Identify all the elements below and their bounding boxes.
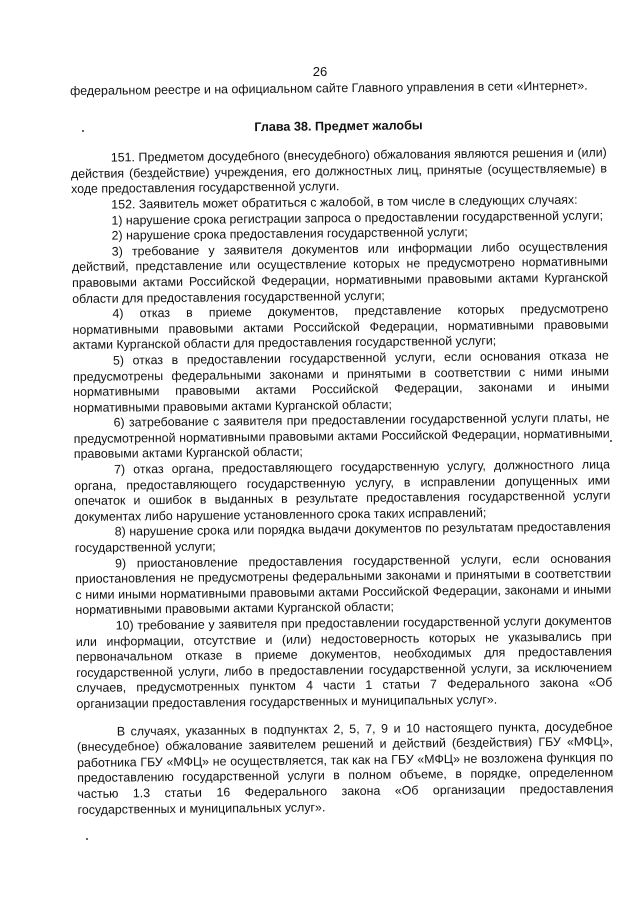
list-item-5: 5) отказ в предоставлении государственной услуги, если основания отказа не предусмотрены федеральными законами и принятыми в соответствии с ними иными нормативными правовыми актами Российской Федерации, законами и иными нормативными правовыми актами Курганской области; bbox=[72, 348, 610, 415]
scan-speck bbox=[610, 440, 612, 442]
scan-speck bbox=[86, 838, 88, 840]
list-item-6: 6) затребование с заявителя при предоставлении государственной услуги платы, не предусмотренной нормативными правовыми актами Российской Федерации, нормативными правовыми актами Курганской области; bbox=[73, 410, 610, 462]
chapter-title: Глава 38. Предмет жалобы bbox=[254, 117, 423, 134]
closing-paragraph: В случаях, указанных в подпунктах 2, 5, 7, 9 и 10 настоящего пункта, досудебное (внесудебное) обжалование заявителем решений и действий (бездействия) ГБУ «МФЦ», работника ГБУ «МФЦ» не осуществляется, так как на ГБУ «МФЦ» не возложена функция по предоставлению государственной услуги в полном объеме, в порядке, определенном частью 1.3 статьи 16 Федерального закона «Об организации предоставления государственных и муниципальных услуг». bbox=[76, 718, 614, 817]
list-item-4: 4) отказ в приеме документов, представление которых предусмотрено нормативными правовыми актами Российской Федерации, нормативными правовыми актами Курганской области для предоставления государственной услуги; bbox=[72, 301, 609, 353]
list-item-9: 9) приостановление предоставления государственной услуги, если основания приостановления не предусмотрены федеральными законами и принятыми в соответствии с ними иными нормативными правовыми актами Российской Федерации, законами и иными нормативными правовыми актами Курганской области; bbox=[75, 550, 612, 618]
paragraph-151: 151. Предметом досудебного (внесудебного) обжалования являются решения и (или) действия (бездействие) учреждения, его должностных лиц, принятые (осуществляемые) в ходе предоставления государственной услуги. bbox=[70, 145, 607, 197]
list-item-8: 8) нарушение срока или порядка выдачи документов по результатам предоставления государственной услуги; bbox=[74, 519, 611, 556]
page-number: 26 bbox=[312, 64, 328, 79]
scan-speck bbox=[82, 130, 84, 132]
list-item-3: 3) требование у заявителя документов или информации либо осуществления действий, представление или осуществление которых не предусмотрено нормативными правовыми актами Российской Федерации, нормативными правовыми актами Курганской области для предоставления государственной услуги; bbox=[71, 239, 609, 306]
list-item-2: 2) нарушение срока предоставления государственной услуги; bbox=[111, 224, 468, 243]
list-item-7: 7) отказ органа, предоставляющего государственную услугу, должностного лица органа, предоставляющего государственную услугу, в исправлении допущенных ими опечаток и ошибок в выданных в результате предоставления государственной услуги документах либо нарушение установленного срока таких исправлений; bbox=[74, 457, 611, 524]
paragraph-152: 152. Заявитель может обратиться с жалобой, в том числе в следующих случаях: bbox=[111, 192, 578, 212]
list-item-10: 10) требование у заявителя при предоставлении государственной услуги документов или информации, отсутствие и (или) недостоверность которых не указывались при первоначальном отказе в приеме документов, необходимых для предоставления государственной услуги, либо в предоставлении государственной услуги, за исключением случаев, предусмотренных пунктом 4 части 1 статьи 7 Федерального закона «Об организации предоставления государственных и муниципальных услуг». bbox=[75, 613, 613, 711]
document-body bbox=[70, 78, 614, 818]
intro-paragraph: федеральном реестре и на официальном сайте Главного управления в сети «Интернет». bbox=[70, 78, 588, 98]
list-item-1: 1) нарушение срока регистрации запроса о предоставлении государственной услуги; bbox=[111, 207, 604, 228]
